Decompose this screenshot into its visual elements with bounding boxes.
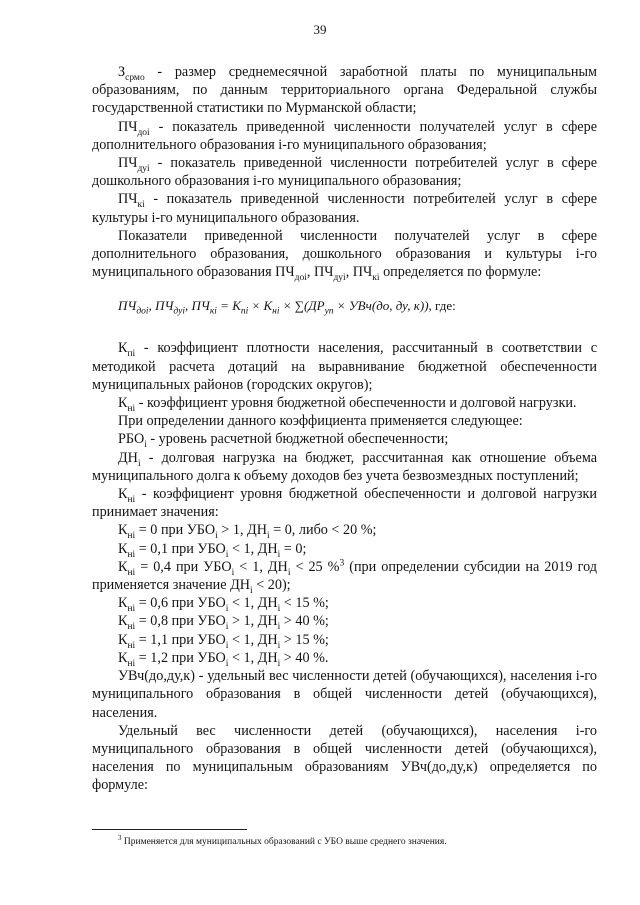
definition: - размер среднемесячной заработной платы по муниципальным образованиям, по данным территориального органа Федеральной службы государственной статистики по Мурманской области; (92, 64, 597, 117)
formula-part: = К (216, 298, 241, 314)
subscript: i (137, 458, 141, 469)
paragraph-applies (92, 412, 597, 430)
text: > 40 %; (280, 613, 329, 630)
subscript: i (266, 531, 270, 542)
subscript: нi (127, 640, 136, 651)
formula-part: , ПЧ (148, 298, 174, 314)
text: > 40 %. (280, 649, 329, 666)
term: К (118, 540, 128, 557)
paragraph-uvch (92, 667, 597, 722)
paragraph-pch-doi (92, 118, 597, 154)
formula-sub: кi (209, 307, 217, 318)
formula-sub: нi (272, 307, 280, 318)
subscript: i (231, 567, 235, 578)
footnote-text: Применяется для муниципальных образований с УБО выше среднего значения. (121, 837, 447, 847)
text: = 0,1 при УБО (135, 540, 226, 557)
value-line (92, 649, 597, 667)
text: > 1, ДН (228, 613, 278, 630)
text: = 1,2 при УБО (135, 649, 226, 666)
subscript: i (277, 658, 281, 669)
subscript: i (225, 604, 229, 615)
definition: - долговая нагрузка на бюджет, рассчитанная как отношение объема муниципального долга к объему доходов без учета безвозмездных поступлений; (92, 449, 597, 484)
paragraph-rbo (92, 430, 597, 451)
subscript: нi (127, 604, 136, 615)
footnote-separator (92, 829, 247, 830)
subscript: i (225, 622, 229, 633)
paragraph-uvch-formula (92, 722, 597, 795)
subscript: пi (127, 349, 136, 360)
text: < 1, ДН (228, 631, 278, 648)
paragraph-pch-ki (92, 190, 597, 226)
footnote-ref: 3 (339, 558, 345, 569)
term: К (118, 486, 128, 503)
term: К (118, 522, 128, 539)
text: Показатели приведенной численности получателей услуг в сфере дополнительного образования, дошкольного образования и культуры i-го муниципального образования ПЧ (92, 227, 597, 281)
definition: - коэффициент уровня бюджетной обеспеченности и долговой нагрузки. (135, 395, 577, 412)
text: < 15 %; (280, 595, 329, 612)
footnote-mark: 3 (118, 833, 122, 842)
definition: - показатель приведенной численности потребителей услуг в сфере культуры i-го муниципального образования. (92, 191, 597, 226)
value-line (92, 540, 597, 558)
text: определяется по формуле: (379, 264, 542, 281)
term: ПЧ (118, 155, 138, 172)
formula-part: × УВч(до, ду, к)), (333, 298, 432, 314)
subscript: i (277, 549, 281, 560)
text: Удельный вес численности детей (обучающихся), населения i-го муниципального образования в общей численности детей (обучающихся), населения по муниципальным образованиям УВч(до,ду,к) определяется по формуле: (92, 722, 597, 794)
term: З (118, 64, 126, 80)
text: = 0; (280, 540, 307, 557)
text: < 1, ДН (228, 540, 278, 557)
subscript: i (225, 549, 229, 560)
paragraph-formula-intro (92, 227, 597, 282)
term: ПЧ (118, 191, 138, 208)
formula-sub: уп (324, 307, 334, 318)
term: ДН (118, 449, 138, 466)
definition: - показатель приведенной численности получателей услуг в сфере дополнительного образования i-го муниципального образования; (92, 118, 597, 153)
value-line (92, 594, 597, 615)
value-line (92, 521, 597, 542)
text: < 1, ДН (234, 558, 288, 575)
formula-sub: доi (136, 307, 149, 318)
subscript: нi (127, 567, 136, 578)
text: При определении данного коэффициента применяется следующее: (118, 413, 523, 430)
term: ПЧ (118, 118, 138, 135)
text: < 20); (252, 577, 291, 594)
definition: - коэффициент плотности населения, рассчитанный в соответствии с методикой расчета дотаций на выравнивание бюджетной обеспеченности муниципальных районов (городских округов); (92, 340, 597, 393)
definition: - коэффициент уровня бюджетной обеспеченности и долговой нагрузки принимает значения: (92, 486, 597, 521)
term: К (118, 595, 128, 612)
subscript: дуi (333, 273, 346, 284)
footnote (118, 833, 447, 848)
subscript: срмо (125, 72, 145, 83)
subscript: дуi (137, 163, 150, 174)
text: = 1,1 при УБО (135, 631, 226, 648)
text: < 1, ДН (228, 595, 278, 612)
document-body (92, 63, 597, 795)
subscript: i (225, 640, 229, 651)
definition: - показатель приведенной численности потребителей услуг в сфере дошкольного образования i-го муниципального образования; (92, 155, 597, 190)
paragraph-kni (92, 394, 597, 412)
text: = 0,8 при УБО (135, 613, 226, 630)
text: < 25 % (290, 558, 340, 575)
paragraph-pch-dui (92, 154, 597, 190)
text: , ПЧ (306, 264, 334, 281)
formula-where: где: (431, 298, 456, 314)
text: < 1, ДН (228, 649, 278, 666)
text: = 0, либо < 20 %; (269, 522, 377, 539)
term: К (118, 558, 128, 575)
subscript: нi (127, 658, 136, 669)
formula-part: × К (248, 298, 273, 314)
term: РБО (118, 431, 145, 448)
subscript: i (225, 658, 229, 669)
formula-part: ПЧ (118, 298, 137, 314)
formula (118, 297, 597, 318)
definition: - уровень расчетной бюджетной обеспеченности; (146, 431, 449, 448)
term: К (118, 340, 128, 357)
subscript: нi (127, 549, 136, 560)
subscript: нi (127, 622, 136, 633)
term: К (118, 613, 128, 630)
term: К (118, 631, 128, 648)
subscript: i (250, 585, 253, 596)
term: К (118, 395, 128, 412)
subscript: нi (127, 494, 136, 505)
subscript: i (277, 640, 281, 651)
subscript: кi (372, 273, 380, 284)
text: > 1, ДН (217, 522, 267, 539)
text: , ПЧ (345, 264, 373, 281)
text: = 0,4 при УБО (135, 558, 232, 575)
paragraph-dn (92, 449, 597, 485)
subscript: i (277, 604, 281, 615)
subscript: i (144, 440, 147, 451)
subscript: нi (127, 531, 136, 542)
formula-part: , ПЧ (184, 298, 210, 314)
paragraph-kpi (92, 339, 597, 394)
text: (при определении субсидии на 2019 год применяется значение ДН (92, 558, 597, 594)
text: УВч(до,ду,к) - удельный вес численности детей (обучающихся), населения i-го муниципального образования в общей численности детей (обучающихся), населения. (92, 668, 597, 721)
paragraph-zsrmo (92, 63, 597, 118)
value-line (92, 612, 597, 633)
subscript: i (215, 531, 218, 542)
paragraph-kni-values (92, 485, 597, 521)
subscript: доi (137, 127, 150, 138)
text: = 0 при УБО (135, 522, 216, 539)
subscript: нi (127, 403, 136, 414)
formula-sub: пi (240, 307, 249, 318)
subscript: i (277, 622, 281, 633)
subscript: кi (137, 200, 145, 211)
subscript: доi (294, 273, 307, 284)
text: > 15 %; (280, 631, 329, 648)
term: К (118, 649, 128, 666)
formula-part: × ∑(ДР (279, 298, 325, 314)
text: = 0,6 при УБО (135, 595, 226, 612)
subscript: i (287, 567, 291, 578)
page-number: 39 (313, 22, 327, 37)
value-line (92, 631, 597, 649)
value-line (92, 558, 597, 594)
formula-sub: дуi (173, 307, 185, 318)
